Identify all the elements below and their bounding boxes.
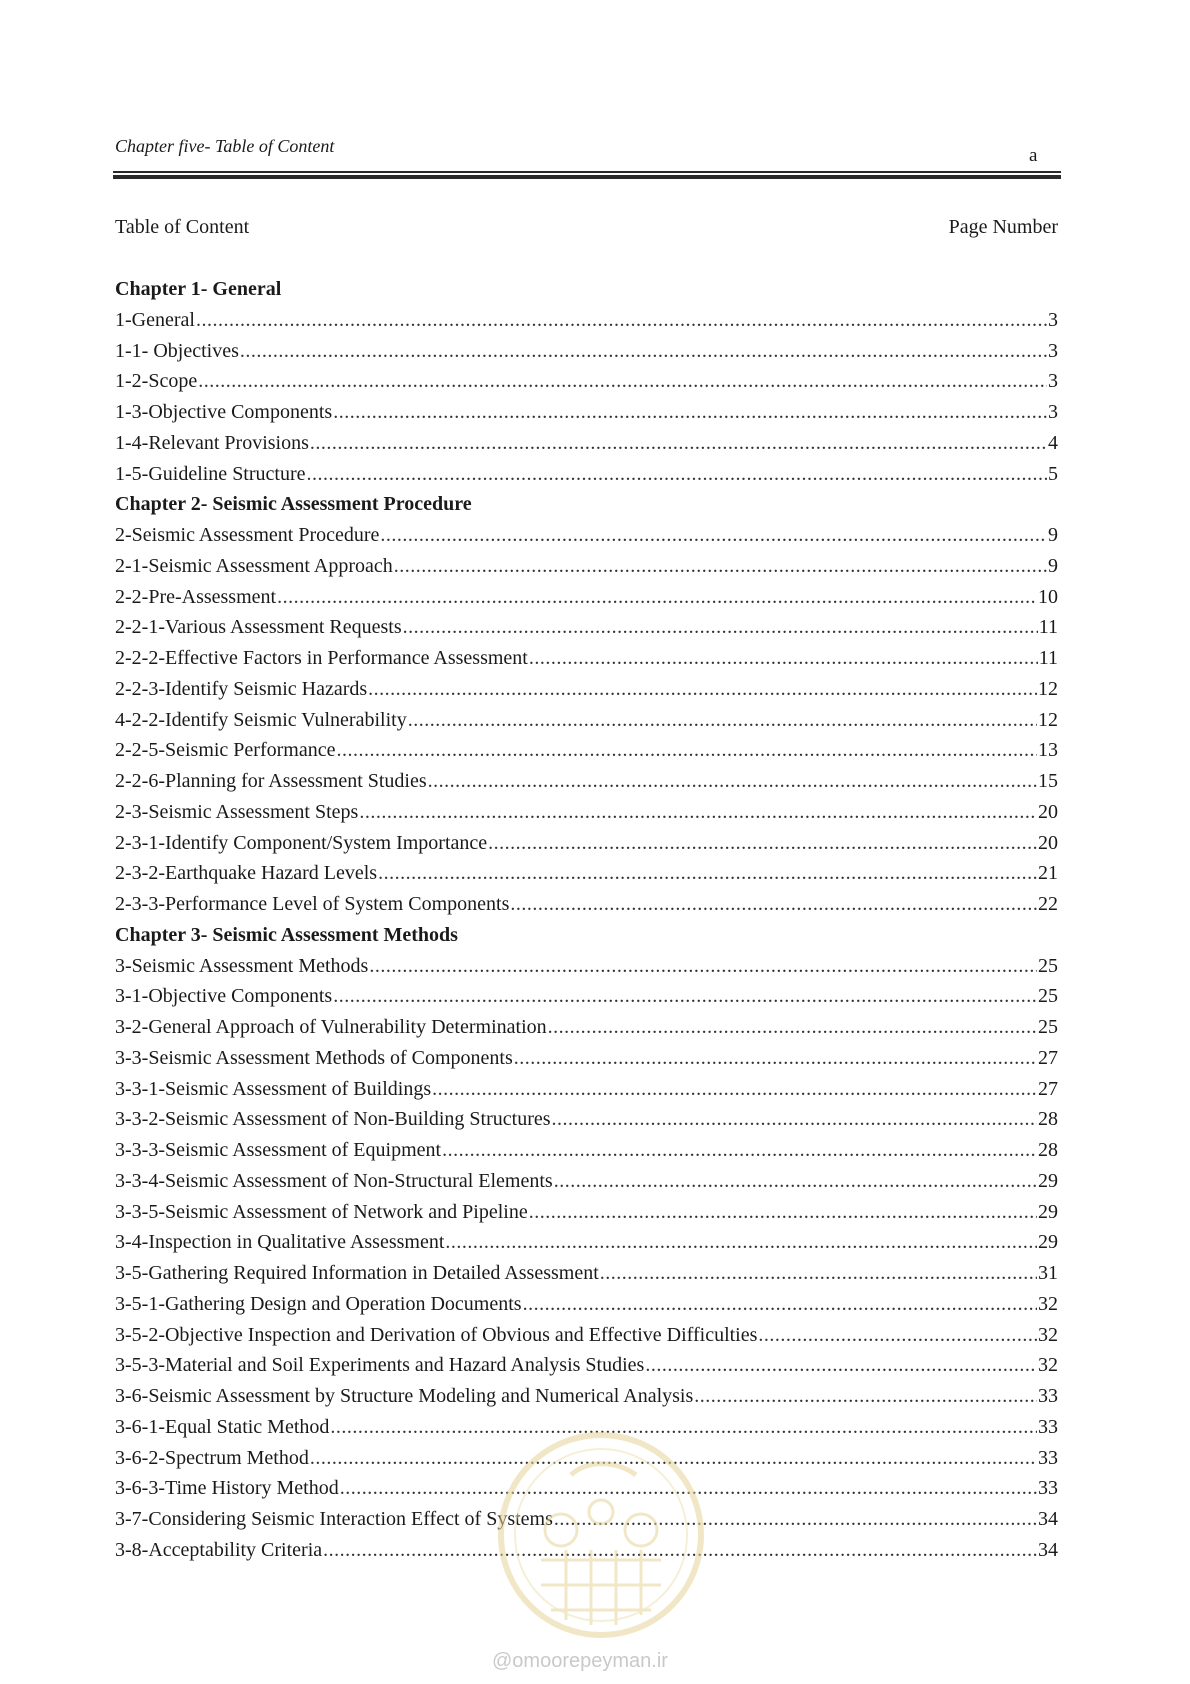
toc-entry-page: 27 (1038, 1046, 1058, 1069)
watermark-text: @omoorepeyman.ir (492, 1650, 668, 1672)
toc-entry-title: 1-5-Guideline Structure (115, 462, 306, 485)
toc-dot-leader (240, 336, 1047, 367)
toc-entry-page: 13 (1038, 739, 1058, 762)
toc-entry-title: 2-1-Seismic Assessment Approach (115, 554, 393, 577)
toc-entry-page: 29 (1038, 1231, 1058, 1254)
toc-entry (115, 336, 1058, 367)
toc-dot-leader (554, 1166, 1037, 1197)
toc-dot-leader (277, 582, 1037, 613)
toc-chapter-title: Chapter 2- Seismic Assessment Procedure (115, 493, 472, 516)
toc-entry (115, 1135, 1058, 1166)
header-rule-thin (113, 171, 1061, 173)
toc-dot-leader (359, 797, 1037, 828)
toc-entry-page: 33 (1038, 1385, 1058, 1407)
toc-heading-right: Page Number (948, 216, 1058, 238)
toc-entry (115, 428, 1058, 459)
header-page-number: a (1029, 145, 1038, 166)
toc-dot-leader (336, 735, 1037, 766)
toc-entry (115, 797, 1058, 828)
toc-entry-page: 32 (1038, 1292, 1058, 1315)
toc-entry-page: 34 (1038, 1538, 1058, 1561)
toc-entry-title: 2-2-6-Planning for Assessment Studies (115, 770, 427, 792)
toc-entry-title: 2-2-Pre-Assessment (115, 585, 277, 608)
toc-entry-page: 28 (1038, 1108, 1058, 1131)
toc-dot-leader (368, 674, 1037, 705)
toc-entry-title: 1-2-Scope (115, 370, 198, 393)
header-rule-thick (113, 175, 1061, 179)
toc-entry-page: 32 (1038, 1354, 1058, 1377)
toc-entry (115, 858, 1058, 889)
toc-entry (115, 674, 1058, 705)
toc-dot-leader (369, 951, 1037, 982)
toc-entry (115, 1197, 1058, 1228)
toc-dot-leader (445, 1227, 1037, 1258)
toc-entry-page: 20 (1038, 800, 1058, 823)
toc-entry-page: 34 (1038, 1508, 1058, 1530)
toc-entry-title: 3-2-General Approach of Vulnerability Determination (115, 1016, 547, 1038)
toc-column-headings (115, 216, 1058, 239)
toc-entry (115, 366, 1058, 397)
toc-entry (115, 582, 1058, 613)
toc-entry (115, 1258, 1058, 1289)
toc-entry-page: 25 (1038, 985, 1058, 1008)
watermark-logo-icon (486, 1420, 716, 1650)
toc-entry-title: 2-2-5-Seismic Performance (115, 739, 336, 762)
toc-entry (115, 1074, 1058, 1105)
toc-entry-page: 3 (1048, 339, 1058, 362)
toc-entry-page: 9 (1048, 554, 1058, 577)
toc-entry-title: 3-7-Considering Seismic Interaction Effect of Systems (115, 1508, 553, 1530)
toc-dot-leader (307, 459, 1048, 490)
toc-entry (115, 828, 1058, 859)
toc-entry (115, 551, 1058, 582)
toc-entry (115, 1227, 1058, 1258)
toc-entry-page: 32 (1038, 1323, 1058, 1346)
toc-dot-leader (333, 981, 1037, 1012)
toc-dot-leader (645, 1350, 1037, 1381)
toc-entry-title: 2-2-3-Identify Seismic Hazards (115, 677, 368, 700)
toc-entry-page: 3 (1048, 401, 1058, 423)
toc-entry-title: 2-3-Seismic Assessment Steps (115, 800, 359, 823)
toc-dot-leader (488, 828, 1037, 859)
toc-entry (115, 1289, 1058, 1320)
toc-entry-title: 1-General (115, 308, 195, 331)
toc-dot-leader (196, 305, 1047, 336)
toc-entry-page: 20 (1038, 831, 1058, 854)
toc-dot-leader (380, 520, 1047, 551)
toc-entry-page: 33 (1038, 1415, 1058, 1438)
toc-dot-leader (403, 612, 1038, 643)
toc-chapter-heading (115, 489, 1058, 520)
toc-entry-title: 2-3-2-Earthquake Hazard Levels (115, 862, 378, 885)
toc-entry (115, 1043, 1058, 1074)
toc-entry (115, 397, 1058, 428)
toc-entry-page: 29 (1038, 1169, 1058, 1192)
toc-entry-page: 21 (1038, 862, 1058, 885)
toc-entry (115, 766, 1058, 797)
toc-chapter-heading (115, 920, 1058, 951)
toc-entry (115, 1320, 1058, 1351)
toc-dot-leader (529, 643, 1038, 674)
toc-entry-page: 15 (1038, 770, 1058, 792)
toc-entry-title: 3-Seismic Assessment Methods (115, 954, 369, 977)
toc-entry-page: 33 (1038, 1477, 1058, 1500)
toc-entry-title: 3-4-Inspection in Qualitative Assessment (115, 1231, 445, 1254)
toc-entry-title: 3-5-2-Objective Inspection and Derivation of Obvious and Effective Difficulties (115, 1323, 758, 1346)
toc-entry-title: 3-3-2-Seismic Assessment of Non-Building Structures (115, 1108, 551, 1131)
toc-entry (115, 1104, 1058, 1135)
toc-entry-page: 5 (1048, 462, 1058, 485)
toc-entry (115, 1166, 1058, 1197)
toc-entry (115, 889, 1058, 920)
toc-entry (115, 520, 1058, 551)
toc-entry-page: 27 (1038, 1077, 1058, 1100)
toc-entry (115, 459, 1058, 490)
toc-entry-page: 10 (1038, 585, 1058, 608)
toc-entry-title: 3-6-3-Time History Method (115, 1477, 339, 1500)
toc-entry (115, 1381, 1058, 1412)
toc-dot-leader (428, 766, 1037, 797)
toc-dot-leader (510, 889, 1037, 920)
toc-dot-leader (600, 1258, 1037, 1289)
toc-entry-title: 3-5-3-Material and Soil Experiments and Hazard Analysis Studies (115, 1354, 645, 1377)
toc-entry-title: 3-3-5-Seismic Assessment of Network and Pipeline (115, 1200, 528, 1223)
toc-entry-title: 1-1- Objectives (115, 339, 239, 362)
toc-dot-leader (694, 1381, 1037, 1412)
toc-entry-title: 3-3-4-Seismic Assessment of Non-Structural Elements (115, 1169, 553, 1192)
toc-entry-title: 3-3-3-Seismic Assessment of Equipment (115, 1139, 442, 1161)
table-of-contents (115, 274, 1058, 1566)
toc-entry (115, 643, 1058, 674)
toc-entry (115, 1350, 1058, 1381)
toc-entry-page: 22 (1038, 893, 1058, 915)
toc-dot-leader (514, 1043, 1037, 1074)
toc-dot-leader (378, 858, 1037, 889)
toc-entry (115, 305, 1058, 336)
toc-entry (115, 705, 1058, 736)
toc-entry-page: 29 (1038, 1200, 1058, 1223)
toc-entry-page: 28 (1038, 1139, 1058, 1161)
toc-chapter-heading (115, 274, 1058, 305)
toc-entry-page: 9 (1048, 524, 1058, 546)
toc-dot-leader (529, 1197, 1037, 1228)
toc-entry-title: 3-5-Gathering Required Information in Detailed Assessment (115, 1262, 599, 1284)
toc-dot-leader (523, 1289, 1037, 1320)
toc-entry-title: 3-6-2-Spectrum Method (115, 1446, 309, 1469)
toc-dot-leader (408, 705, 1037, 736)
toc-entry-title: 3-1-Objective Components (115, 985, 333, 1008)
toc-chapter-title: Chapter 1- General (115, 278, 282, 300)
toc-entry-title: 2-2-2-Effective Factors in Performance Assessment (115, 647, 528, 669)
toc-entry-title: 2-2-1-Various Assessment Requests (115, 616, 402, 639)
toc-entry-title: 4-2-2-Identify Seismic Vulnerability (115, 708, 407, 731)
toc-entry-page: 12 (1038, 708, 1058, 731)
toc-entry-title: 3-6-Seismic Assessment by Structure Modeling and Numerical Analysis (115, 1385, 694, 1407)
toc-entry-title: 2-Seismic Assessment Procedure (115, 524, 380, 546)
toc-entry (115, 612, 1058, 643)
toc-entry (115, 735, 1058, 766)
toc-entry-page: 11 (1038, 616, 1058, 639)
toc-entry (115, 1012, 1058, 1043)
toc-entry-title: 3-8-Acceptability Criteria (115, 1538, 323, 1561)
toc-entry-page: 31 (1038, 1262, 1058, 1284)
toc-entry (115, 951, 1058, 982)
toc-dot-leader (310, 428, 1047, 459)
toc-entry-title: 3-3-1-Seismic Assessment of Buildings (115, 1077, 432, 1100)
toc-entry-page: 11 (1038, 647, 1058, 669)
toc-dot-leader (333, 397, 1047, 428)
toc-entry-title: 3-5-1-Gathering Design and Operation Documents (115, 1292, 522, 1315)
toc-entry-page: 25 (1038, 954, 1058, 977)
toc-entry-page: 3 (1048, 308, 1058, 331)
toc-dot-leader (198, 366, 1047, 397)
toc-heading-left: Table of Content (115, 216, 250, 238)
toc-dot-leader (442, 1135, 1037, 1166)
toc-entry-title: 2-3-1-Identify Component/System Importance (115, 831, 488, 854)
toc-entry (115, 981, 1058, 1012)
toc-entry-page: 25 (1038, 1016, 1058, 1038)
toc-entry-page: 12 (1038, 677, 1058, 700)
toc-dot-leader (758, 1320, 1037, 1351)
toc-entry-page: 4 (1048, 431, 1058, 454)
toc-entry-title: 1-3-Objective Components (115, 401, 333, 423)
toc-entry-title: 3-3-Seismic Assessment Methods of Components (115, 1046, 513, 1069)
header-title: Chapter five- Table of Content (115, 136, 335, 156)
toc-dot-leader (552, 1104, 1037, 1135)
toc-entry-title: 1-4-Relevant Provisions (115, 431, 309, 454)
toc-entry-page: 33 (1038, 1446, 1058, 1469)
toc-entry-title: 2-3-3-Performance Level of System Components (115, 893, 510, 915)
toc-entry-title: 3-6-1-Equal Static Method (115, 1415, 330, 1438)
toc-dot-leader (394, 551, 1047, 582)
toc-dot-leader (432, 1074, 1037, 1105)
toc-dot-leader (548, 1012, 1037, 1043)
toc-entry-page: 3 (1048, 370, 1058, 393)
toc-chapter-title: Chapter 3- Seismic Assessment Methods (115, 923, 458, 946)
